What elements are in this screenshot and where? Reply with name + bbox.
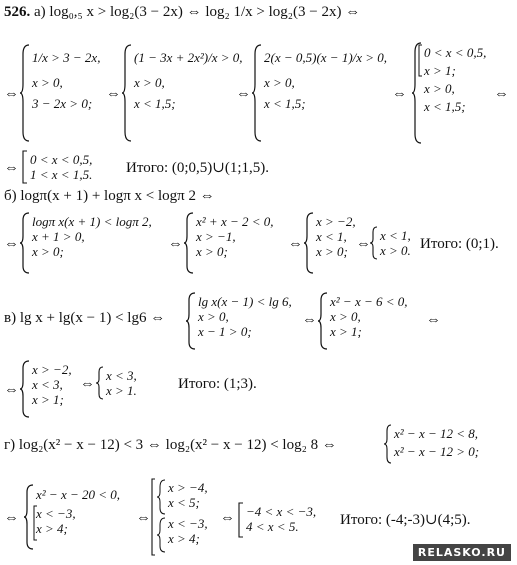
a-sys2-row: x > 0,: [134, 75, 165, 90]
a-sys4-row: x > 1;: [424, 63, 456, 78]
equiv-arrow: ⇔: [4, 160, 19, 176]
a-system-4: [424, 45, 486, 114]
a-result: Итого: (0;0,5)∪(1;1,5).: [126, 160, 270, 176]
a-sys3-row: x > 0,: [264, 75, 295, 90]
a-sys1-row: 3 − 2x > 0;: [32, 96, 93, 111]
equiv-arrow: ⇔: [392, 86, 407, 102]
system-brace: [370, 226, 378, 260]
b-sys3-row: x > −2,: [316, 214, 356, 229]
c-system-1: [198, 294, 292, 339]
c-sys2-row: x > 1;: [330, 324, 362, 339]
b-sys2-row: x > −1,: [196, 229, 236, 244]
system-brace: [20, 44, 30, 142]
part-a-label: а): [34, 4, 46, 20]
a-sys1-row: x > 0,: [32, 75, 63, 90]
equiv-arrow: ⇔: [494, 86, 509, 102]
problem-b-line: [4, 188, 215, 205]
a-system-2: [134, 50, 243, 111]
d-sys1-row: x² − x − 12 < 8,: [394, 426, 479, 441]
d-sys2-row: x > 4;: [36, 521, 68, 536]
d-system-2: [36, 487, 120, 536]
c-sys1-row: x − 1 > 0;: [198, 324, 252, 339]
equiv-arrow: ⇔: [4, 236, 19, 252]
a-sys4-row: x < 1,5;: [424, 99, 466, 114]
d-sys2-row: x² − x − 20 < 0,: [36, 487, 121, 502]
b-sys1-row: x + 1 > 0,: [32, 229, 85, 244]
system-brace: [318, 292, 328, 350]
a-sys4-row: 0 < x < 0,5,: [424, 45, 487, 60]
system-brace: [384, 424, 392, 464]
a-sys2-row: (1 − 3x + 2x²)/x > 0,: [134, 50, 243, 65]
a-sys1-row: 1/x > 3 − 2x,: [32, 50, 101, 65]
equiv-arrow: ⇔: [4, 86, 19, 102]
c-sys3-row: x > −2,: [32, 362, 72, 377]
c-sys3-row: x > 1;: [32, 392, 64, 407]
b-sys1-row: x > 0;: [32, 244, 64, 259]
equiv-arrow: ⇔: [4, 510, 19, 526]
system-brace: [152, 478, 166, 556]
c-sys4-row: x > 1.: [106, 383, 137, 398]
b-sys4-row: x < 1,: [380, 228, 411, 243]
system-brace: [20, 360, 30, 418]
part-d-equation: log₂(x² − x − 12) < 3 ⇔ log₂(x² − x − 12) < log₂ 8 ⇔: [18, 437, 337, 453]
equiv-arrow: ⇔: [80, 376, 95, 392]
d-sys3-row: x > 4;: [168, 531, 200, 546]
equiv-arrow: ⇔: [4, 382, 19, 398]
a-system-1: [32, 50, 100, 111]
b-sys1-row: logπ x(x + 1) < logπ 2,: [32, 214, 152, 229]
problem-a-line: [4, 4, 360, 21]
part-a-equation: log₀,₅ x > log₂(3 − 2x) ⇔ log₂ 1/x > log₂(3 − 2x) ⇔: [49, 4, 361, 20]
system-brace: [304, 212, 314, 274]
part-b-label: б): [4, 188, 17, 204]
a-sys4-row: x > 0,: [424, 81, 455, 96]
a-sys5-row: 0 < x < 0,5,: [30, 152, 93, 167]
part-c-equation: lg x + lg(x − 1) < lg6 ⇔: [19, 310, 166, 326]
c-sys1-row: x > 0,: [198, 309, 229, 324]
equiv-arrow: ⇔: [236, 86, 251, 102]
c-sys3-row: x < 3,: [32, 377, 63, 392]
a-system-3: [264, 50, 387, 111]
c-system-4: [106, 368, 137, 398]
a-system-5: [30, 152, 92, 182]
equiv-arrow: ⇔: [302, 312, 317, 328]
union-bracket: [238, 502, 244, 538]
system-brace: [96, 366, 104, 400]
a-sys2-row: x < 1,5;: [134, 96, 176, 111]
c-sys2-row: x > 0,: [330, 309, 361, 324]
equiv-arrow: ⇔: [168, 236, 183, 252]
c-system-3: [32, 362, 72, 407]
b-result: Итого: (0;1).: [420, 236, 499, 252]
equiv-arrow: ⇔: [288, 236, 303, 252]
b-sys2-row: x² + x − 2 < 0,: [196, 214, 274, 229]
d-sys4-row: −4 < x < −3,: [246, 504, 317, 519]
equiv-arrow: ⇔: [220, 510, 235, 526]
system-brace: [20, 212, 30, 274]
system-brace: [122, 44, 132, 142]
d-sys1-row: x² − x − 12 > 0;: [394, 444, 480, 459]
equiv-arrow: ⇔: [426, 312, 441, 328]
problem-c-line: [4, 310, 165, 327]
b-system-4: [380, 228, 411, 258]
d-sys3-row: x < −3,: [168, 516, 208, 531]
d-system-1: [394, 426, 479, 459]
c-sys2-row: x² − x − 6 < 0,: [330, 294, 408, 309]
a-sys3-row: 2(x − 0,5)(x − 1)/x > 0,: [264, 50, 388, 65]
b-system-2: [196, 214, 274, 259]
system-brace: [20, 484, 34, 550]
c-system-2: [330, 294, 408, 339]
watermark: RELASKO.RU: [413, 544, 511, 561]
part-b-equation: logπ(x + 1) + logπ x < logπ 2 ⇔: [20, 188, 215, 204]
d-sys2-row: x < −3,: [36, 506, 76, 521]
b-sys2-row: x > 0;: [196, 244, 228, 259]
c-sys1-row: lg x(x − 1) < lg 6,: [198, 294, 292, 309]
system-brace: [184, 212, 194, 274]
d-sys3-row: x > −4,: [168, 480, 208, 495]
d-sys3-row: x < 5;: [168, 495, 200, 510]
system-brace: [408, 42, 422, 144]
equiv-arrow: ⇔: [106, 86, 121, 102]
problem-d-line: [4, 437, 337, 454]
a-sys5-row: 1 < x < 1,5.: [30, 167, 93, 182]
part-c-label: в): [4, 310, 17, 326]
d-system-4: [246, 504, 316, 534]
b-sys4-row: x > 0.: [380, 243, 411, 258]
b-sys3-row: x < 1,: [316, 229, 347, 244]
part-d-label: г): [4, 437, 16, 453]
union-bracket: [22, 150, 28, 184]
equiv-arrow: ⇔: [136, 510, 151, 526]
b-system-1: [32, 214, 152, 259]
a-sys3-row: x < 1,5;: [264, 96, 306, 111]
b-system-3: [316, 214, 356, 259]
problem-number: 526.: [4, 4, 31, 20]
equiv-arrow: ⇔: [356, 236, 371, 252]
system-brace: [252, 44, 262, 142]
d-sys4-row: 4 < x < 5.: [246, 519, 299, 534]
c-sys4-row: x < 3,: [106, 368, 137, 383]
d-system-3: [168, 480, 208, 546]
system-brace: [186, 292, 196, 350]
c-result: Итого: (1;3).: [178, 376, 257, 392]
b-sys3-row: x > 0;: [316, 244, 348, 259]
d-result: Итого: (-4;-3)∪(4;5).: [340, 512, 471, 528]
